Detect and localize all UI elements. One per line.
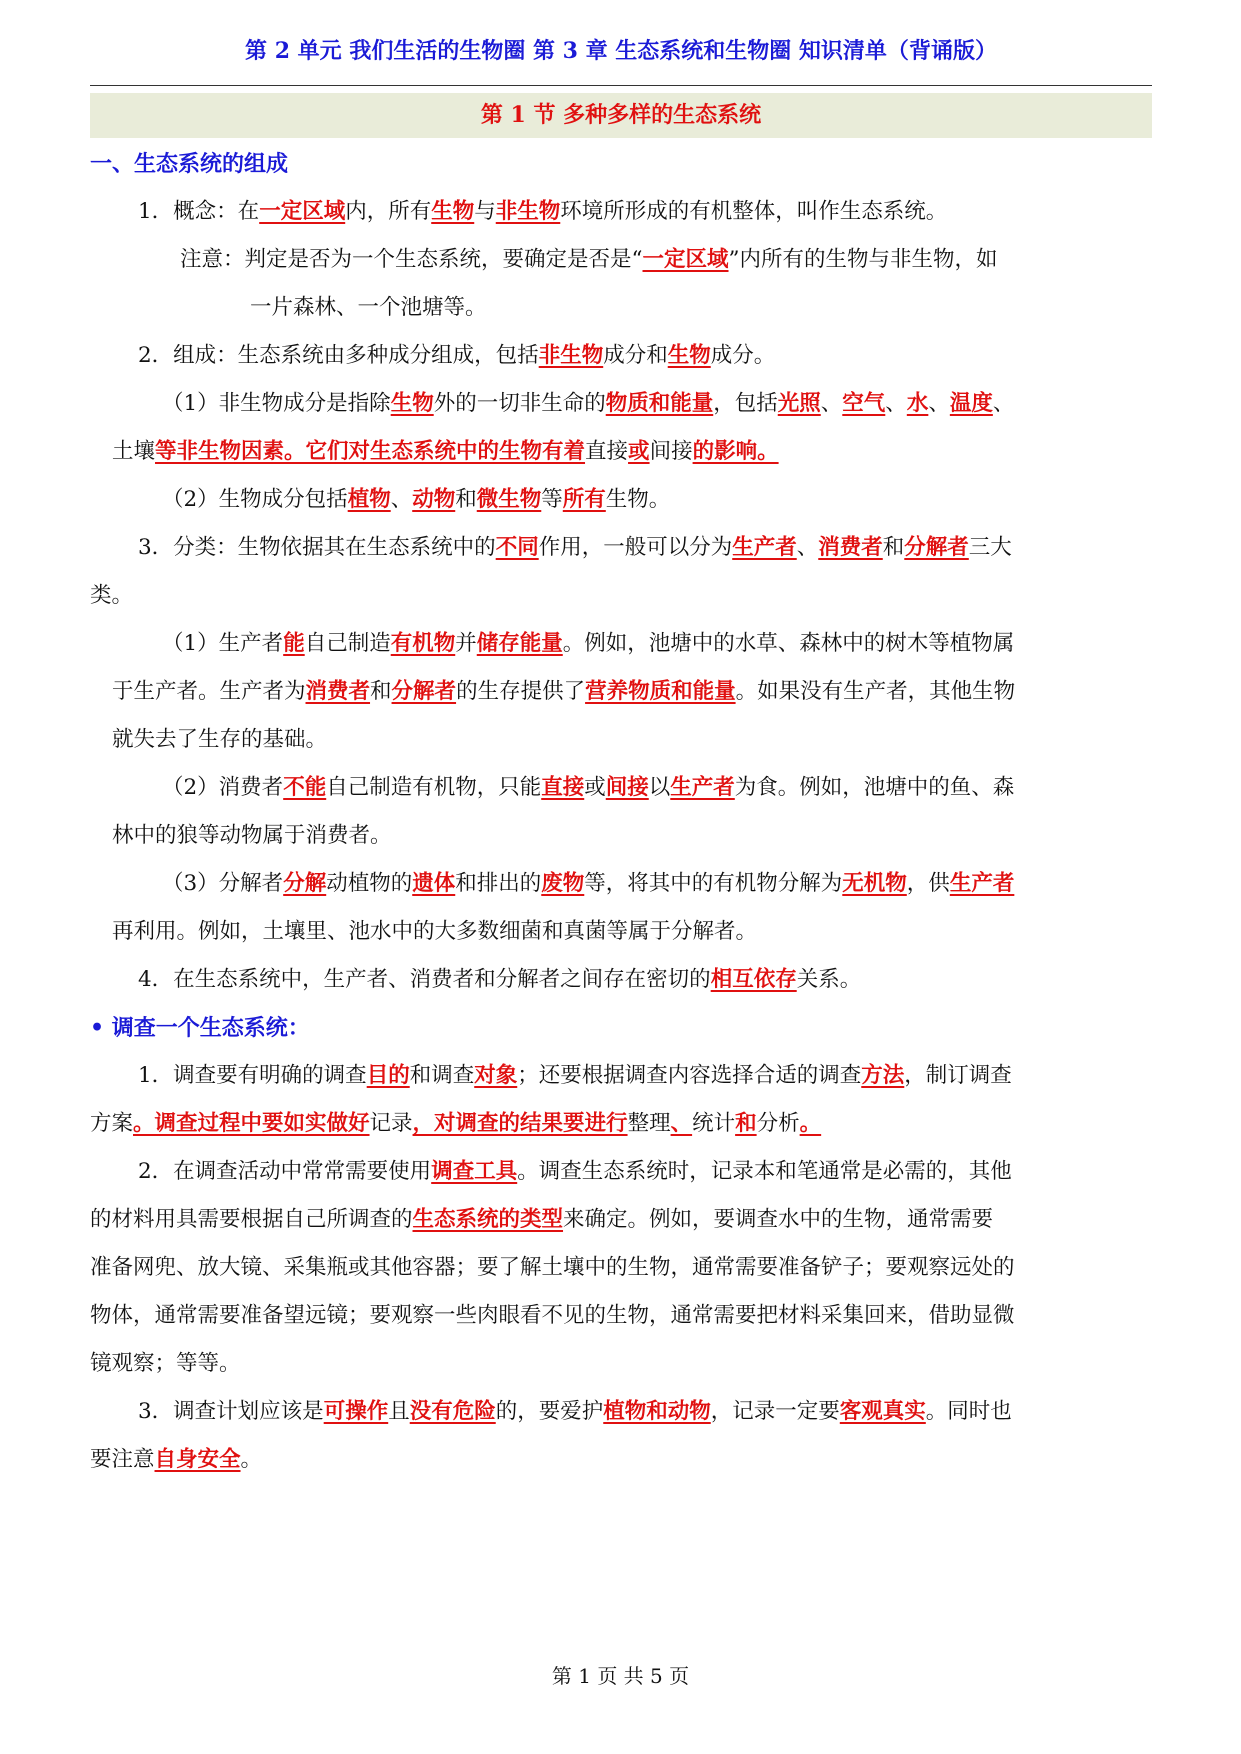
keyword: 或 (628, 439, 650, 464)
text-segment: 等，将其中的有机物分解为 (584, 871, 843, 896)
text-segment: ”内所有的生物与非生物，如 (728, 247, 998, 272)
text-segment: ，记录一定要 (710, 1399, 840, 1424)
biotic-line (90, 476, 1152, 524)
note-line-1 (90, 236, 1152, 284)
keyword: 消费者 (305, 679, 371, 704)
keyword: 分解者 (904, 535, 969, 560)
keyword: 相互依存 (710, 967, 797, 992)
keyword: 生物 (431, 199, 475, 224)
text-segment: ；还要根据调查内容选择合适的调查 (517, 1063, 862, 1088)
keyword: 温度 (949, 391, 993, 416)
keyword: 消费者 (818, 535, 883, 560)
keyword: 的影响。 (692, 439, 779, 464)
keyword: 没有危险 (409, 1399, 496, 1424)
text-segment: ，制订调查 (904, 1063, 1012, 1088)
keyword: 直接 (541, 775, 585, 800)
text-segment: 关系。 (796, 967, 862, 992)
text-segment: 间接 (649, 439, 693, 464)
classification-line-2: 类。 (90, 583, 134, 608)
text-segment: 自己制造有机物，只能 (326, 775, 542, 800)
text-segment: 、 (992, 391, 1015, 416)
keyword: 光照 (777, 391, 821, 416)
keyword: 植物和动物 (603, 1399, 711, 1424)
keyword: 水 (906, 391, 929, 416)
keyword: 和 (735, 1111, 757, 1136)
keyword: ，对调查的结果要进行 (412, 1111, 628, 1136)
text-segment: 为食。例如，池塘中的鱼、森 (734, 775, 1015, 800)
text-segment: （3）分解者 (162, 871, 284, 896)
keyword: 植物 (347, 487, 391, 512)
text-segment: 土壤 (112, 439, 156, 464)
text-segment: 要注意 (90, 1447, 155, 1472)
keyword: 等非生物因素。它们对生态系统中的生物有着 (155, 439, 586, 464)
text-segment: 整理 (627, 1111, 671, 1136)
keyword: 一定区域 (642, 247, 729, 272)
header-rule (90, 85, 1152, 86)
text-segment: 1．调查要有明确的调查 (138, 1063, 367, 1088)
text-segment: 与 (474, 199, 496, 224)
keyword: 一定区域 (259, 199, 346, 224)
text-segment: 动植物的 (326, 871, 413, 896)
part2-heading-text: 调查一个生态系统： (111, 1015, 310, 1041)
text-segment: 自己制造 (304, 631, 391, 656)
text-segment: 和 (882, 535, 905, 560)
keyword: 非生物 (538, 343, 604, 368)
text-segment: 分析 (756, 1111, 800, 1136)
keyword: 客观真实 (839, 1399, 926, 1424)
text-segment: 内，所有 (345, 199, 432, 224)
keyword: 目的 (366, 1063, 410, 1088)
keyword: 不能 (283, 775, 327, 800)
text-segment: 、 (820, 391, 843, 416)
text-segment: 、 (796, 535, 819, 560)
text-segment: 的，要爱护 (495, 1399, 604, 1424)
survey-2-line-3: 准备网兜、放大镜、采集瓶或其他容器；要了解土壤中的生物，通常需要准备铲子；要观察远处的 (90, 1255, 1015, 1280)
survey-2-line-4: 物体，通常需要准备望远镜；要观察一些肉眼看不见的生物，通常需要把材料采集回来，借助显微 (90, 1303, 1015, 1328)
text-segment: 。同时也 (925, 1399, 1012, 1424)
text-segment: 三大 (968, 535, 1012, 560)
text-segment: 、 (928, 391, 950, 416)
text-segment: 、 (390, 487, 413, 512)
classification-line-1 (90, 524, 1152, 572)
keyword: 自身安全 (154, 1447, 241, 1472)
page-footer: 第 1 页 共 5 页 (551, 1664, 690, 1688)
text-segment: 3．调查计划应该是 (138, 1399, 324, 1424)
survey-2-line-2 (90, 1196, 1152, 1244)
text-segment: 记录 (369, 1111, 413, 1136)
keyword: 。 (799, 1111, 822, 1136)
keyword: 所有 (562, 487, 606, 512)
text-segment: （2）生物成分包括 (162, 487, 348, 512)
interdependence-line (90, 956, 1152, 1004)
decomposer-line-1 (90, 860, 1152, 908)
document-header: 第 2 单元 我们生活的生物圈 第 3 章 生态系统和生物圈 知识清单（背诵版） (245, 38, 997, 64)
abiotic-line-2 (90, 428, 1152, 476)
keyword: 空气 (842, 391, 886, 416)
text-segment: 、 (885, 391, 907, 416)
keyword: 无机物 (842, 871, 907, 896)
part2-heading (90, 1004, 1152, 1052)
keyword: 生产者 (949, 871, 1015, 896)
keyword: 可操作 (323, 1399, 389, 1424)
text-segment: 于生产者。生产者为 (112, 679, 306, 704)
keyword: 有机物 (390, 631, 456, 656)
text-segment: 以 (648, 775, 671, 800)
keyword: 不同 (495, 535, 539, 560)
text-segment: 直接 (585, 439, 629, 464)
part1-heading: 一、生态系统的组成 (90, 151, 289, 177)
concept-paragraph (90, 188, 1152, 236)
keyword: 分解 (283, 871, 327, 896)
text-segment: 作用，一般可以分为 (538, 535, 733, 560)
text-segment: 2．在调查活动中常常需要使用 (138, 1159, 432, 1184)
keyword: 方法 (861, 1063, 905, 1088)
text-segment: 。调查生态系统时，记录本和笔通常是必需的，其他 (517, 1159, 1012, 1184)
survey-3-line-1 (90, 1388, 1152, 1436)
keyword: 遗体 (412, 871, 456, 896)
text-segment: 成分。 (710, 343, 776, 368)
keyword: 生产者 (732, 535, 797, 560)
text-segment: 和调查 (409, 1063, 475, 1088)
consumer-line-2: 林中的狼等动物属于消费者。 (112, 823, 392, 848)
text-segment: ，供 (906, 871, 950, 896)
survey-2-line-5: 镜观察；等等。 (90, 1351, 241, 1376)
keyword: 生物 (390, 391, 434, 416)
text-segment: 和排出的 (455, 871, 542, 896)
keyword: 、 (670, 1111, 693, 1136)
text-segment: 统计 (692, 1111, 736, 1136)
text-segment: 。例如，池塘中的水草、森林中的树木等植物属 (562, 631, 1015, 656)
keyword: 废物 (541, 871, 585, 896)
text-segment: 2．组成：生态系统由多种成分组成，包括 (138, 343, 539, 368)
survey-1-line-1 (90, 1052, 1152, 1100)
keyword: 生态系统的类型 (412, 1207, 564, 1232)
text-segment: 和 (455, 487, 477, 512)
keyword: 微生物 (476, 487, 542, 512)
producer-line-3: 就失去了生存的基础。 (112, 727, 328, 752)
text-segment: 。如果没有生产者，其他生物 (735, 679, 1016, 704)
text-segment: （1）生产者 (162, 631, 284, 656)
bullet-icon: • (90, 1015, 105, 1041)
section-title: 第 1 节 多种多样的生态系统 (90, 93, 1152, 138)
decomposer-line-2: 再利用。例如，土壤里、池水中的大多数细菌和真菌等属于分解者。 (112, 919, 758, 944)
keyword: 储存能量 (476, 631, 563, 656)
document-body (90, 140, 1152, 1484)
survey-3-line-2 (90, 1436, 1152, 1484)
keyword: 能 (283, 631, 305, 656)
keyword: 生物 (667, 343, 711, 368)
text-segment: 等 (541, 487, 563, 512)
keyword: 动物 (412, 487, 456, 512)
survey-2-line-1 (90, 1148, 1152, 1196)
text-segment: 注意：判定是否为一个生态系统，要确定是否是“ (180, 247, 643, 272)
text-segment: 3．分类：生物依据其在生态系统中的 (138, 535, 496, 560)
text-segment: 1．概念：在 (138, 199, 260, 224)
text-segment: （2）消费者 (162, 775, 284, 800)
consumer-line-1 (90, 764, 1152, 812)
text-segment: ，包括 (713, 391, 778, 416)
text-segment: 方案 (90, 1111, 134, 1136)
composition-paragraph (90, 332, 1152, 380)
text-segment: 环境所形成的有机整体，叫作生态系统。 (560, 199, 948, 224)
text-segment: 来确定。例如，要调查水中的生物，通常需要 (563, 1207, 994, 1232)
keyword: 。调查过程中要如实做好 (133, 1111, 370, 1136)
keyword: 物质和能量 (605, 391, 714, 416)
producer-line-2 (90, 668, 1152, 716)
text-segment: 且 (388, 1399, 410, 1424)
text-segment: 并 (455, 631, 477, 656)
text-segment: 。 (240, 1447, 263, 1472)
keyword: 生产者 (670, 775, 735, 800)
text-segment: 外的一切非生命的 (433, 391, 606, 416)
abiotic-line-1 (90, 380, 1152, 428)
text-segment: （1）非生物成分是指除 (162, 391, 391, 416)
survey-1-line-2 (90, 1100, 1152, 1148)
keyword: 对象 (474, 1063, 518, 1088)
text-segment: 成分和 (603, 343, 668, 368)
keyword: 调查工具 (431, 1159, 518, 1184)
text-segment: 的生存提供了 (456, 679, 586, 704)
producer-line-1 (90, 620, 1152, 668)
note-line-2: 一片森林、一个池塘等。 (250, 295, 487, 320)
text-segment: 的材料用具需要根据自己所调查的 (90, 1207, 413, 1232)
text-segment: 4．在生态系统中，生产者、消费者和分解者之间存在密切的 (138, 967, 711, 992)
keyword: 非生物 (495, 199, 561, 224)
text-segment: 和 (370, 679, 392, 704)
keyword: 分解者 (391, 679, 457, 704)
text-segment: 生物。 (605, 487, 671, 512)
keyword: 间接 (605, 775, 649, 800)
keyword: 营养物质和能量 (585, 679, 736, 704)
text-segment: 或 (584, 775, 606, 800)
